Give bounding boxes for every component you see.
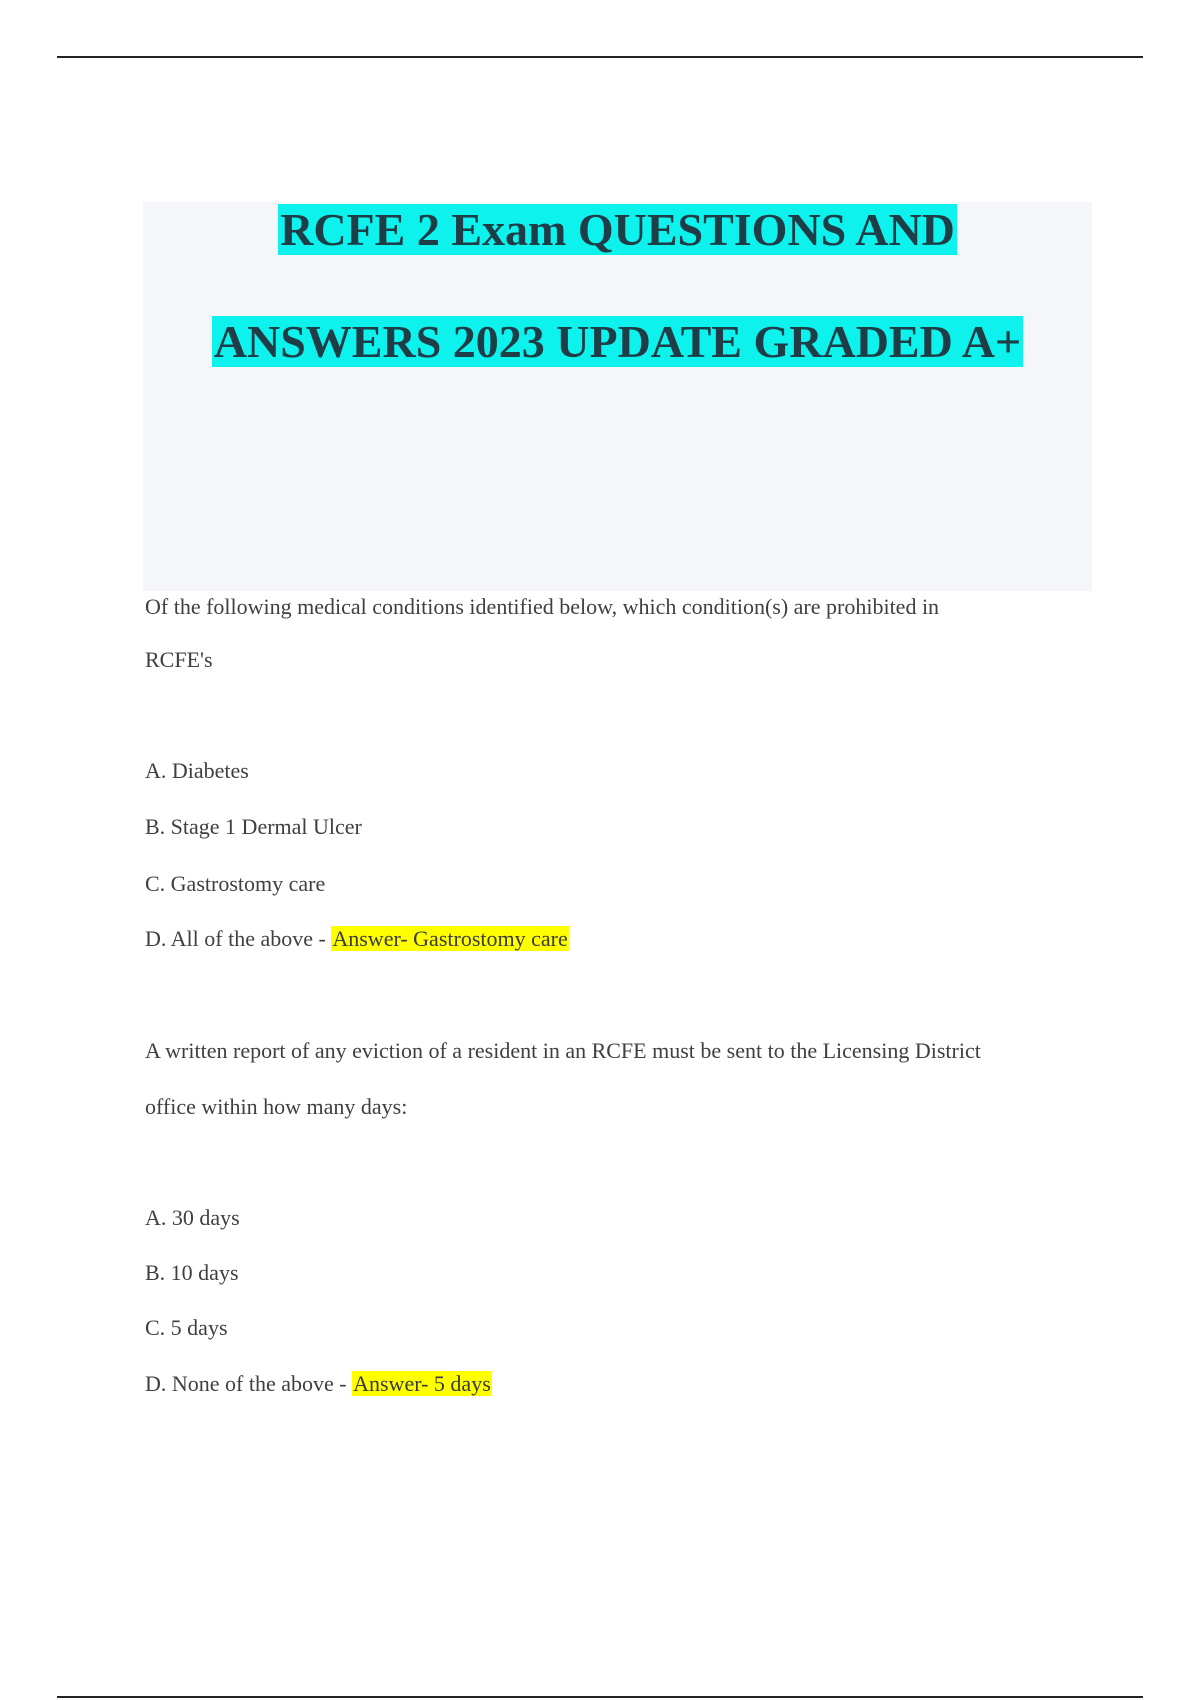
question-2-prompt-line-2: office within how many days: xyxy=(145,1094,408,1119)
top-divider xyxy=(57,56,1143,58)
document-title-line-2 xyxy=(143,314,1092,370)
question-2-option-a: A. 30 days xyxy=(145,1205,240,1230)
question-2-option-d xyxy=(145,1369,492,1399)
question-2-option-d-label: D. None of the above - xyxy=(145,1371,353,1396)
question-1-option-a: A. Diabetes xyxy=(145,758,249,783)
question-2-answer: Answer- 5 days xyxy=(353,1371,491,1396)
question-1-option-b: B. Stage 1 Dermal Ulcer xyxy=(145,814,362,839)
question-1-prompt-line-1: Of the following medical conditions identified below, which condition(s) are prohibited in xyxy=(145,594,940,619)
question-2-option-c: C. 5 days xyxy=(145,1315,228,1340)
document-title-line-1 xyxy=(143,202,1092,258)
bottom-divider xyxy=(57,1696,1143,1698)
question-1-option-d xyxy=(145,924,569,954)
question-1-prompt-line-2: RCFE's xyxy=(145,647,213,672)
question-2-option-b: B. 10 days xyxy=(145,1260,239,1285)
title-panel xyxy=(143,202,1092,591)
title-highlight-1: RCFE 2 Exam QUESTIONS AND xyxy=(280,204,955,255)
title-highlight-2: ANSWERS 2023 UPDATE GRADED A+ xyxy=(213,316,1022,367)
question-1-answer: Answer- Gastrostomy care xyxy=(332,926,568,951)
question-1-option-c: C. Gastrostomy care xyxy=(145,871,326,896)
question-1-option-d-label: D. All of the above - xyxy=(145,926,332,951)
question-2-prompt-line-1: A written report of any eviction of a resident in an RCFE must be sent to the Licensing District xyxy=(145,1038,981,1063)
